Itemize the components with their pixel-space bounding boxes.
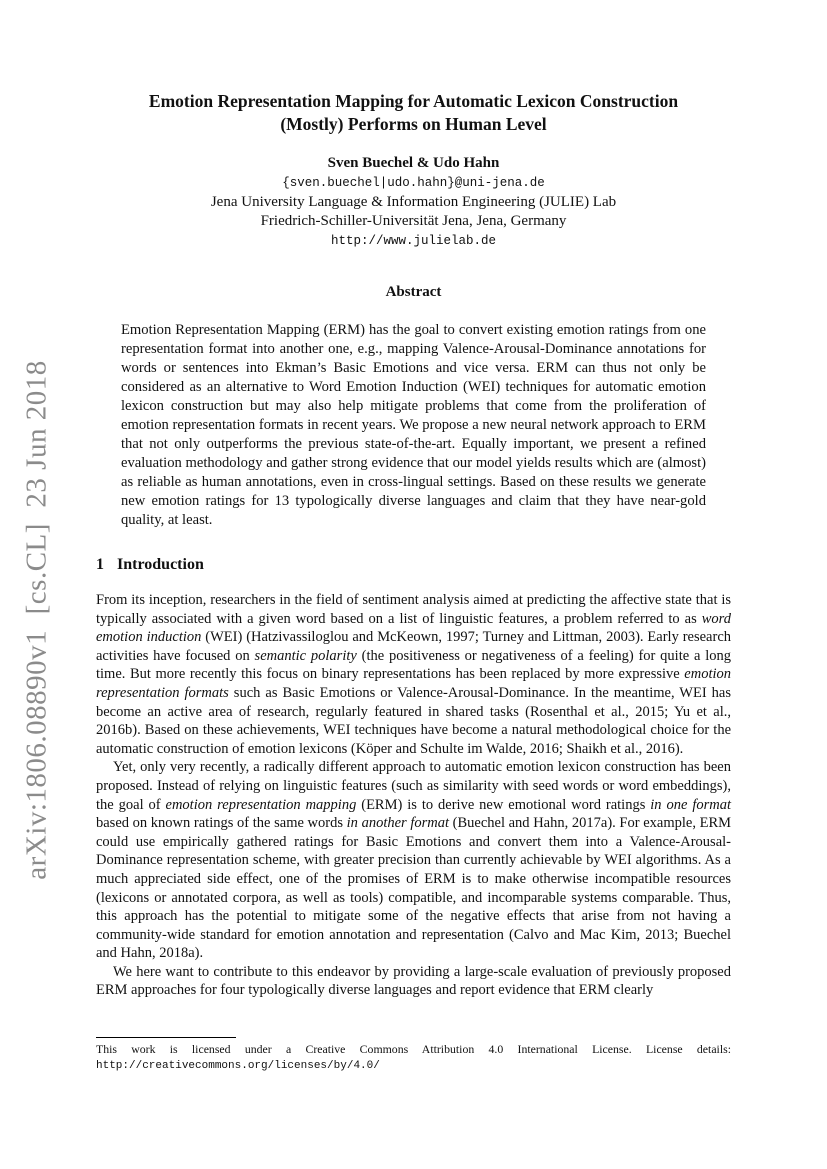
section-title: Introduction bbox=[117, 556, 204, 573]
authors-line: Sven Buechel & Udo Hahn bbox=[327, 155, 500, 171]
affiliation-line-2: Friedrich-Schiller-Universität Jena, Jena, Germany bbox=[260, 213, 567, 229]
section-number: 1 bbox=[96, 556, 104, 573]
section-heading-introduction bbox=[96, 556, 731, 574]
intro-paragraph-2: Yet, only very recently, a radically different approach to automatic emotion lexicon construction has been proposed. Instead of relying on linguistic features (such as similarity with seed words or word embeddings), the goal of emotion representation mapping (ERM) is to derive new emotional word ratings in one format based on known ratings of the same words in another format (Buechel and Hahn, 2017a). For example, ERM could use empirically gathered ratings for Basic Emotions and convert them into a Valence-Arousal-Dominance representation scheme, with greater precision than currently achievable by WEI algorithms. As a much appreciated side effect, one of the promises of ERM is to make otherwise incompatible resources (lexicons or annotated corpora, as well as tools) compatible, and incomparable systems comparable. Thus, this approach has the potential to mitigate some of the negative effects that arise from not having a community-wide standard for emotion annotation and representation (Calvo and Mac Kim, 2013; Buechel and Hahn, 2018a). bbox=[96, 759, 732, 962]
abstract-text: Emotion Representation Mapping (ERM) has the goal to convert existing emotion ratings from one representation format into another one, e.g., mapping Valence-Arousal-Dominance annotations for words or sentences into Ekman’s Basic Emotions and vice versa. ERM can thus not only be considered as an alternative to Word Emotion Induction (WEI) techniques for automatic emotion lexicon construction but may also help mitigate problems that come from the proliferation of emotion representation formats in recent years. We propose a new neural network approach to ERM that not only outperforms the previous state-of-the-art. Equally important, we present a refined evaluation methodology and gather strong evidence that our model yields results which are (almost) as reliable as human annotations, even in cross-lingual settings. Based on these results we generate new emotion ratings for 13 typologically diverse languages and claim that they have near-gold quality, at least. bbox=[121, 322, 706, 528]
abstract-heading: Abstract bbox=[385, 284, 442, 300]
website-link: http://www.julielab.de bbox=[330, 234, 497, 248]
affiliation-line-1: Jena University Language & Information Engineering (JULIE) Lab bbox=[210, 194, 617, 210]
author-block bbox=[0, 153, 827, 252]
title-line-1: Emotion Representation Mapping for Automatic Lexicon Construction bbox=[148, 91, 679, 111]
footnote-divider bbox=[96, 1037, 236, 1038]
intro-paragraph-3: We here want to contribute to this endeavor by providing a large-scale evaluation of previously proposed ERM approaches for four typologically diverse languages and report evidence that ERM clearly bbox=[96, 963, 731, 999]
arxiv-watermark: arXiv:1806.08890v1 [cs.CL] 23 Jun 2018 bbox=[20, 360, 53, 880]
email-line: {sven.buechel|udo.hahn}@uni-jena.de bbox=[282, 176, 545, 190]
intro-paragraph-1: From its inception, researchers in the field of sentiment analysis aimed at predicting the affective state that is typically associated with a given word based on a list of linguistic features, a problem referred to as word emotion induction (WEI) (Hatzivassiloglou and McKeown, 1997; Turney and Littman, 2003). Early research activities have focused on semantic polarity (the positiveness or negativeness of a feeling) for quite a long time. But more recently this focus on binary representations has been replaced by more expressive emotion representation formats such as Basic Emotions or Valence-Arousal-Dominance. In the meantime, WEI has become an active area of research, regularly featured in shared tasks (Rosenthal et al., 2015; Yu et al., 2016b). Based on these achievements, WEI techniques have become a natural methodological choice for the automatic construction of emotion lexicons (Köper and Schulte im Walde, 2016; Shaikh et al., 2016). bbox=[96, 592, 731, 757]
introduction-body bbox=[96, 591, 731, 1000]
page-title bbox=[0, 90, 827, 136]
license-footnote: This work is licensed under a Creative Commons Attribution 4.0 International License. License details: http://creativecommons.org/licenses/by/4.0/ bbox=[96, 1042, 731, 1072]
title-line-2: (Mostly) Performs on Human Level bbox=[280, 114, 547, 134]
